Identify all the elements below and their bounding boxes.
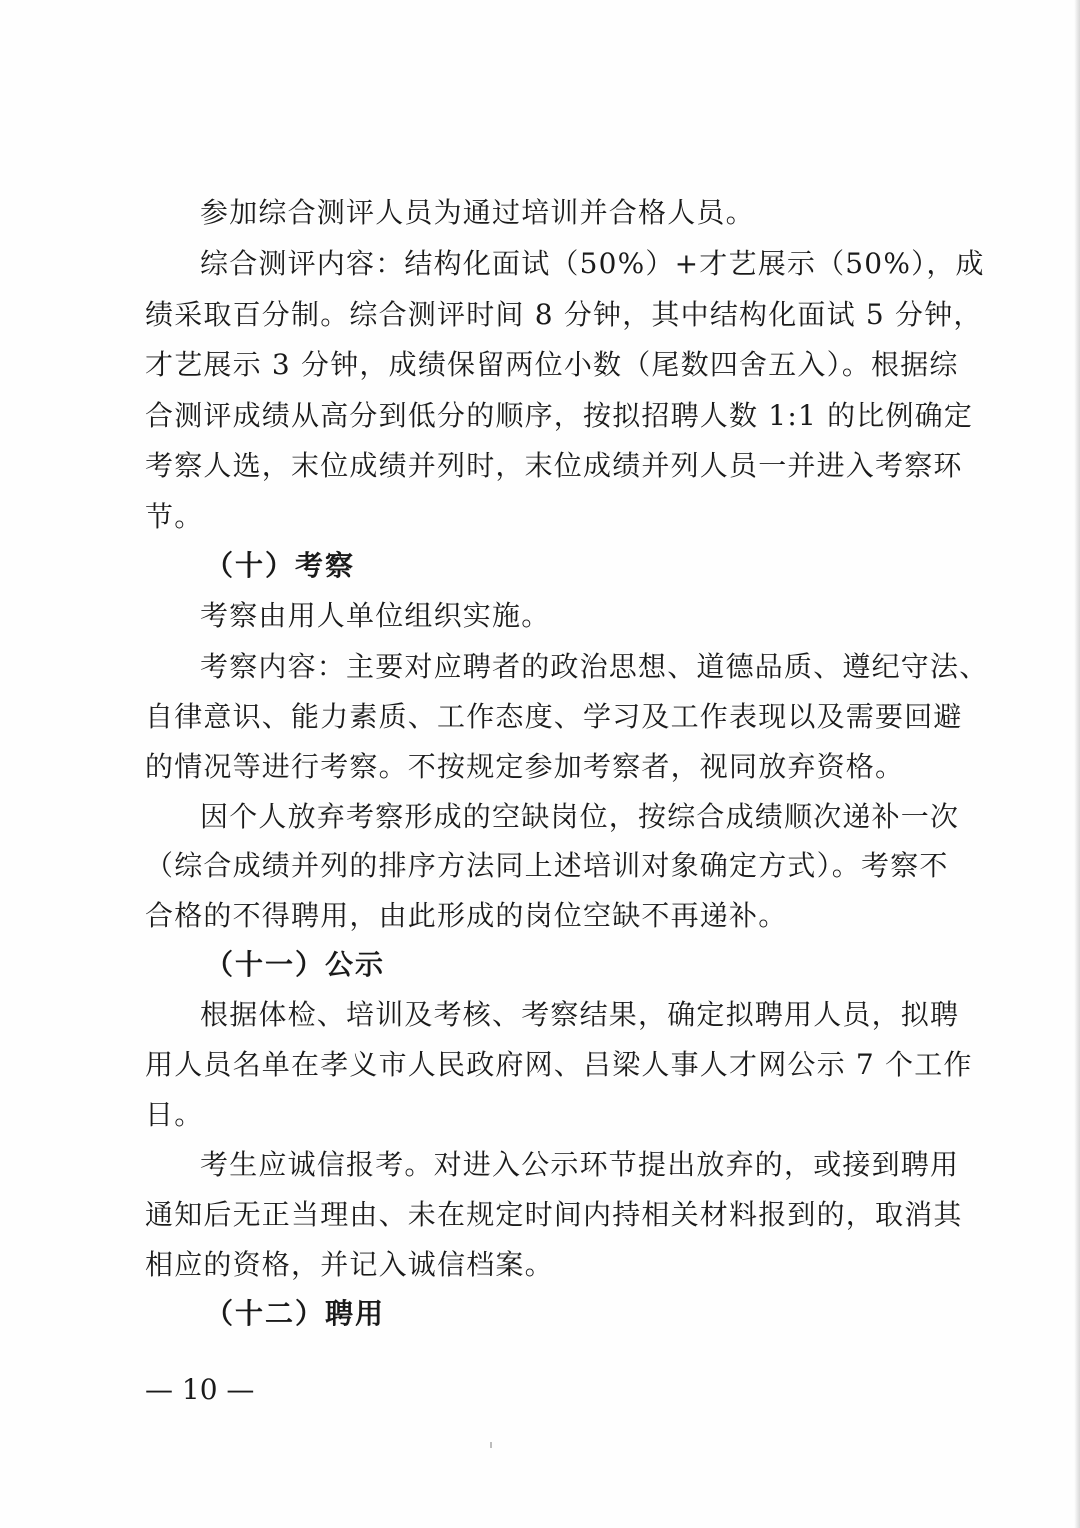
section-heading-publicity: （十一）公示 <box>205 948 386 981</box>
paragraph-line: 的情况等进行考察。不按规定参加考察者，视同放弃资格。 <box>145 750 905 783</box>
paragraph-line: 通知后无正当理由、未在规定时间内持相关材料报到的，取消其 <box>145 1198 963 1231</box>
paragraph-line: 相应的资格，并记入诚信档案。 <box>145 1248 554 1281</box>
page-number: — 10 — <box>145 1373 255 1406</box>
paragraph-line: 合测评成绩从高分到低分的顺序，按拟招聘人数 1:1 的比例确定 <box>145 399 974 432</box>
paragraph-line: 根据体检、培训及考核、考察结果，确定拟聘用人员，拟聘 <box>200 998 960 1031</box>
paragraph-line: 考察人选，末位成绩并列时，末位成绩并列人员一并进入考察环 <box>145 449 963 482</box>
section-heading-employment: （十二）聘用 <box>205 1297 386 1330</box>
section-heading-inspection: （十）考察 <box>205 549 356 582</box>
scan-speck <box>490 1442 492 1448</box>
paragraph-line: 才艺展示 3 分钟，成绩保留两位小数（尾数四舍五入）。根据综 <box>145 348 959 381</box>
paragraph-line: 自律意识、能力素质、工作态度、学习及工作表现以及需要回避 <box>145 700 963 733</box>
paragraph-line: 考察内容：主要对应聘者的政治思想、道德品质、遵纪守法、 <box>200 650 989 683</box>
paragraph-line: 节。 <box>145 500 204 533</box>
paragraph-line: 考察由用人单位组织实施。 <box>200 599 551 632</box>
paragraph-line: （综合成绩并列的排序方法同上述培训对象确定方式）。考察不 <box>145 849 949 882</box>
paragraph-line: 合格的不得聘用，由此形成的岗位空缺不再递补。 <box>145 899 788 932</box>
paragraph-line: 日。 <box>145 1098 204 1131</box>
paragraph-line: 绩采取百分制。综合测评时间 8 分钟，其中结构化面试 5 分钟， <box>145 298 983 331</box>
paragraph-line: 参加综合测评人员为通过培训并合格人员。 <box>200 196 755 229</box>
paragraph-line: 用人员名单在孝义市人民政府网、吕梁人事人才网公示 7 个工作 <box>145 1048 973 1081</box>
paragraph-line: 综合测评内容：结构化面试（50%）+才艺展示（50%），成 <box>200 247 985 280</box>
paragraph-line: 因个人放弃考察形成的空缺岗位，按综合成绩顺次递补一次 <box>200 800 960 833</box>
paragraph-line: 考生应诚信报考。对进入公示环节提出放弃的，或接到聘用 <box>200 1148 960 1181</box>
page-edge-shadow <box>1074 0 1080 1528</box>
